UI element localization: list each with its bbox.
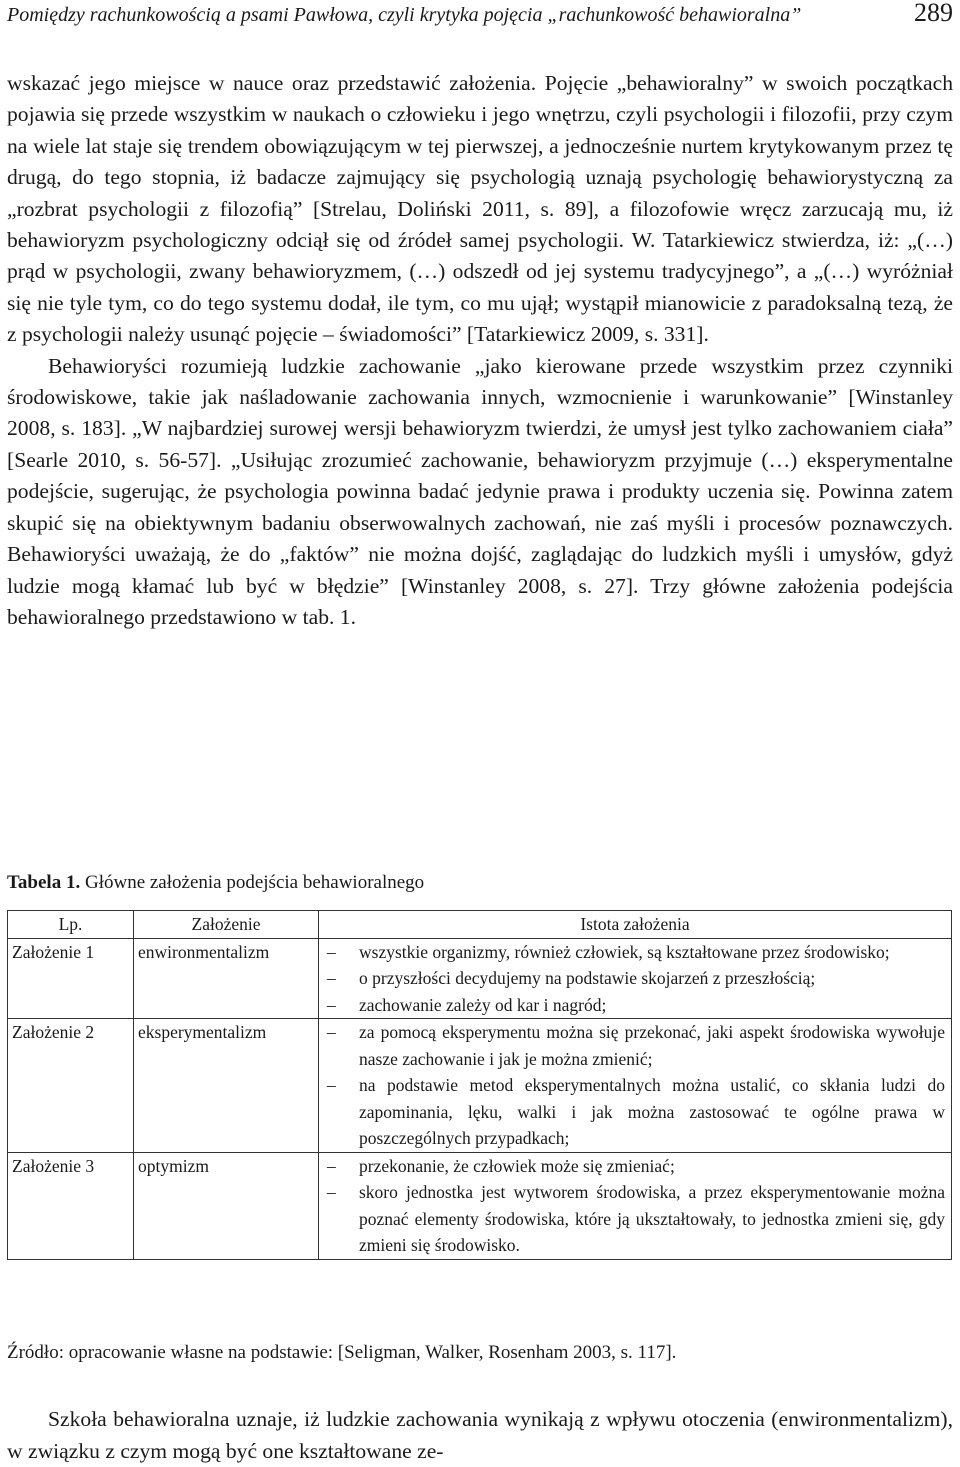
assumption-name: eksperymentalizm bbox=[134, 1019, 319, 1153]
dash-marker: – bbox=[327, 1155, 336, 1176]
row-number: Założenie 3 bbox=[8, 1152, 134, 1259]
assumption-name: enwironmentalizm bbox=[134, 938, 319, 1019]
table-row bbox=[8, 1152, 952, 1259]
bullet-point: – za pomocą eksperymentu można się przekonać, jaki aspekt środowiska wywołuje nasze zachowanie i jak je można zmienić; bbox=[327, 1019, 945, 1072]
body-text bbox=[7, 68, 953, 633]
bullet-point: – na podstawie metod eksperymentalnych można ustalić, co skłania ludzi do zapominania, lęku, walki i jak można zastosować te ogólne prawa w poszczególnych przypadkach; bbox=[327, 1072, 945, 1152]
assumption-description bbox=[319, 938, 952, 1019]
row-number: Założenie 2 bbox=[8, 1019, 134, 1153]
bullet-point: – zachowanie zależy od kar i nagród; bbox=[327, 992, 945, 1019]
assumptions-table bbox=[7, 910, 952, 1260]
page-header bbox=[7, 0, 953, 38]
assumption-name: optymizm bbox=[134, 1152, 319, 1259]
table-row bbox=[8, 1019, 952, 1153]
table-source: Źródło: opracowanie własne na podstawie: [Seligman, Walker, Rosenham 2003, s. 117]. bbox=[7, 1342, 677, 1363]
row-number: Założenie 1 bbox=[8, 938, 134, 1019]
assumption-description bbox=[319, 1019, 952, 1153]
column-header-istota: Istota założenia bbox=[319, 911, 952, 939]
bullet-point: – skoro jednostka jest wytworem środowiska, a przez eksperymentowanie można poznać elementy środowiska, które ją ukształtowały, to jednostka zmieni się, gdy zmieni się środowisko. bbox=[327, 1179, 945, 1259]
dash-marker: – bbox=[327, 1182, 336, 1202]
paragraph: Szkoła behawioralna uznaje, iż ludzkie zachowania wynikają z wpływu otoczenia (enwironmentalizm), w związku z czym mogą być one kształtowane ze- bbox=[7, 1407, 953, 1463]
dash-marker: – bbox=[327, 941, 336, 962]
table-caption-text: Główne założenia podejścia behawioralnego bbox=[80, 872, 425, 893]
table-header-row bbox=[8, 911, 952, 939]
page-number: 289 bbox=[914, 0, 953, 27]
dash-marker: – bbox=[327, 1022, 336, 1042]
column-header-lp: Lp. bbox=[8, 911, 134, 939]
dash-marker: – bbox=[327, 1075, 336, 1095]
running-title: Pomiędzy rachunkowością a psami Pawłowa, czyli krytyka pojęcia „rachunkowość behawioralna” bbox=[7, 4, 802, 26]
table-row bbox=[8, 938, 952, 1019]
dash-marker: – bbox=[327, 968, 336, 988]
dash-marker: – bbox=[327, 994, 336, 1015]
bullet-point: – o przyszłości decydujemy na podstawie skojarzeń z przeszłością; bbox=[327, 965, 945, 992]
column-header-zalozenie: Założenie bbox=[134, 911, 319, 939]
table-caption-label: Tabela 1. bbox=[7, 872, 81, 893]
paragraph: Behawioryści rozumieją ludzkie zachowanie „jako kierowane przede wszystkim przez czynniki środowiskowe, takie jak naśladowanie zachowania innych, wzmocnienie i warunkowanie” [Winstanley 2008, s. 183]. „W najbardziej surowej wersji behawioryzm twierdzi, że umysł jest tylko zachowaniem ciała” [Searle 2010, s. 56-57]. „Usiłując zrozumieć zachowanie, behawioryzm przyjmuje (…) eksperymentalne podejście, sugerując, że psychologia powinna badać jedynie prawa i produkty uczenia się. Powinna zatem skupić się na obiektywnym badaniu obserwowalnych zachowań, nie zaś myśli i procesów poznawczych. Behawioryści uważają, że do „faktów” nie można dojść, zaglądając do ludzkich myśli i umysłów, gdyż ludzie mogą kłamać lub być w błędzie” [Winstanley 2008, s. 27]. Trzy główne założenia podejścia behawioralnego przedstawiono w tab. 1. bbox=[7, 353, 953, 629]
assumption-description bbox=[319, 1152, 952, 1259]
bullet-point: – wszystkie organizmy, również człowiek, są kształtowane przez środowisko; bbox=[327, 939, 945, 966]
bullet-point: – przekonanie, że człowiek może się zmieniać; bbox=[327, 1153, 945, 1180]
paragraph: wskazać jego miejsce w nauce oraz przedstawić założenia. Pojęcie „behawioralny” w swoich początkach pojawia się przede wszystkim w naukach o człowieku i jego wnętrzu, czyli psychologii i filozofii, przy czym na wiele lat staje się trendem obowiązującym w tej pierwszej, a jednocześnie nurtem krytykowanym przez tę drugą, do tego stopnia, iż badacze zajmujący się psychologią uznają psychologię behawiorystyczną za „rozbrat psychologii z filozofią” [Strelau, Doliński 2011, s. 89], a filozofowie wręcz zarzucają mu, iż behawioryzm psychologiczny odciął się od źródeł samej psychologii. W. Tatarkiewicz stwierdza, iż: „(…) prąd w psychologii, zwany behawioryzmem, (…) odszedł od jej systemu tradycyjnego”, a „(…) wyróżniał się nie tyle tym, co do tego systemu dodał, ile tym, co mu ujął; wystąpił mianowicie z paradoksalną tezą, że z psychologii należy usunąć pojęcie – świadomości” [Tatarkiewicz 2009, s. 331]. bbox=[7, 71, 953, 347]
table-caption bbox=[7, 872, 424, 894]
